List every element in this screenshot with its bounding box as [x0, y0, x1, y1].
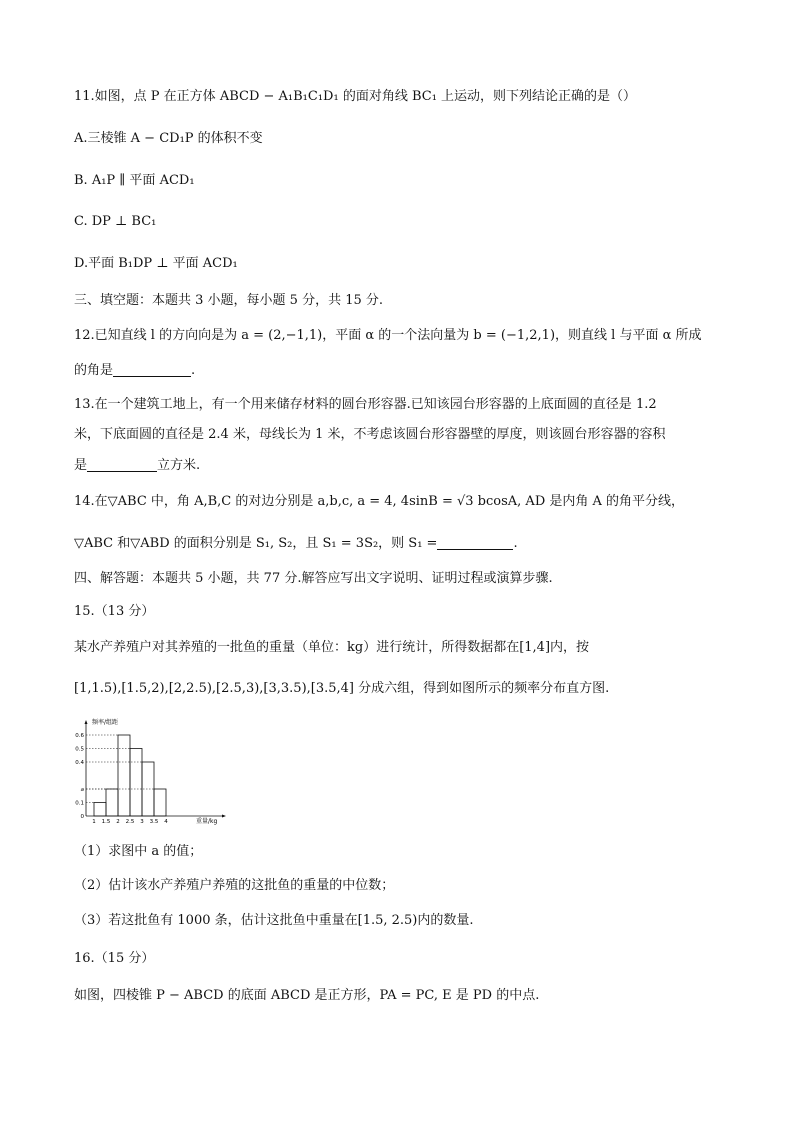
q11-option-b: B. A₁P ∥ 平面 ACD₁	[74, 173, 195, 188]
q15-part-3: （3）若这批鱼有 1000 条，估计这批鱼中重量在[1.5, 2.5)内的数量.	[74, 913, 474, 928]
q11-stem: 11.如图，点 P 在正方体 ABCD − A₁B₁C₁D₁ 的面对角线 BC₁ 上运动，则下列结论正确的是（）	[74, 89, 637, 104]
q11-option-d: D.平面 B₁DP ⊥ 平面 ACD₁	[74, 256, 238, 271]
frequency-histogram	[74, 714, 254, 826]
q15-part-1: （1）求图中 a 的值；	[74, 844, 203, 859]
histogram-bar	[94, 803, 106, 817]
q13-line1: 13.在一个建筑工地上，有一个用来储存材料的圆台形容器.已知该园台形容器的上底面圆的直径是 1.2	[74, 397, 657, 412]
histogram-x-ticks	[92, 819, 168, 825]
q15-heading: 15.（13 分）	[74, 604, 155, 619]
q14-line1: 14.在▽ABC 中，角 A,B,C 的对边分别是 a,b,c, a = 4, 4sinB = √3 bcosA, AD 是内角 A 的角平分线，	[74, 494, 685, 509]
histogram-x-tick-label: 3.5	[149, 819, 159, 825]
histogram-x-tick-label: 2	[116, 819, 120, 825]
q12-end: .	[191, 363, 196, 378]
q16-heading: 16.（15 分）	[74, 951, 155, 966]
q14-end: .	[513, 536, 518, 551]
q15-part-2: （2）估计该水产养殖户养殖的这批鱼的重量的中位数；	[74, 878, 395, 893]
q11-option-c: C. DP ⊥ BC₁	[74, 214, 157, 229]
q14-text: ▽ABC 和▽ABD 的面积分别是 S₁, S₂，且 S₁ = 3S₂，则 S₁ =	[74, 536, 438, 551]
q15-stem-line1: 某水产养殖户对其养殖的一批鱼的重量（单位：kg）进行统计，所得数据都在[1,4]内，按	[74, 640, 590, 655]
histogram-y-tick-label: 0.6	[75, 733, 84, 739]
histogram-y-tick-label: a	[80, 787, 84, 793]
q13-line3	[74, 457, 200, 475]
x-axis-arrow-icon	[222, 815, 226, 818]
q13-end: 立方米.	[157, 458, 201, 473]
section-3-heading: 三、填空题：本题共 3 小题，每小题 5 分，共 15 分.	[74, 293, 384, 308]
q14-line2	[74, 535, 518, 553]
histogram-ylabel: 频率/组距	[92, 719, 119, 726]
histogram-y-ticks	[75, 733, 84, 820]
q12-answer-blank	[113, 362, 191, 377]
y-axis-arrow-icon	[85, 720, 88, 724]
histogram-bar	[106, 789, 118, 816]
q12-line1: 12.已知直线 l 的方向向是为 a = (2,−1,1)，平面 α 的一个法向量为 b = (−1,2,1)，则直线 l 与平面 α 所成	[74, 328, 702, 343]
histogram-bar	[154, 789, 166, 816]
histogram-bar	[130, 749, 142, 817]
histogram-dashed-guides	[86, 735, 154, 803]
histogram-bar	[118, 735, 130, 816]
q16-stem: 如图，四棱锥 P − ABCD 的底面 ABCD 是正方形，PA = PC, E 是 PD 的中点.	[74, 988, 540, 1003]
q13-text: 是	[74, 458, 88, 473]
q13-answer-blank	[87, 457, 157, 472]
q12-line2	[74, 362, 195, 380]
q15-stem-line2: [1,1.5),[1.5,2),[2,2.5),[2.5,3),[3,3.5),[3.5,4] 分成六组，得到如图所示的频率分布直方图.	[74, 681, 610, 696]
histogram-x-tick-label: 1	[92, 819, 96, 825]
histogram-x-tick-label: 2.5	[125, 819, 135, 825]
q11-option-a: A.三棱锥 A − CD₁P 的体积不变	[74, 131, 263, 146]
histogram-x-tick-label: 4	[164, 819, 168, 825]
q14-answer-blank	[437, 535, 513, 550]
q13-line2: 米，下底面圆的直径是 2.4 米，母线长为 1 米，不考虑该圆台形容器壁的厚度，则该圆台形容器的容积	[74, 427, 666, 442]
histogram-y-tick-label: 0.1	[75, 800, 84, 807]
histogram-bars	[94, 735, 166, 816]
histogram-xlabel: 重量/kg	[196, 818, 218, 825]
histogram-y-tick-label: 0	[80, 814, 84, 820]
histogram-y-tick-label: 0.5	[75, 746, 84, 753]
q12-text: 的角是	[74, 363, 114, 378]
histogram-x-tick-label: 1.5	[101, 819, 111, 825]
histogram-x-tick-label: 3	[140, 819, 144, 825]
section-4-heading: 四、解答题：本题共 5 小题，共 77 分.解答应写出文字说明、证明过程或演算步骤.	[74, 571, 553, 586]
histogram-y-tick-label: 0.4	[75, 760, 84, 766]
